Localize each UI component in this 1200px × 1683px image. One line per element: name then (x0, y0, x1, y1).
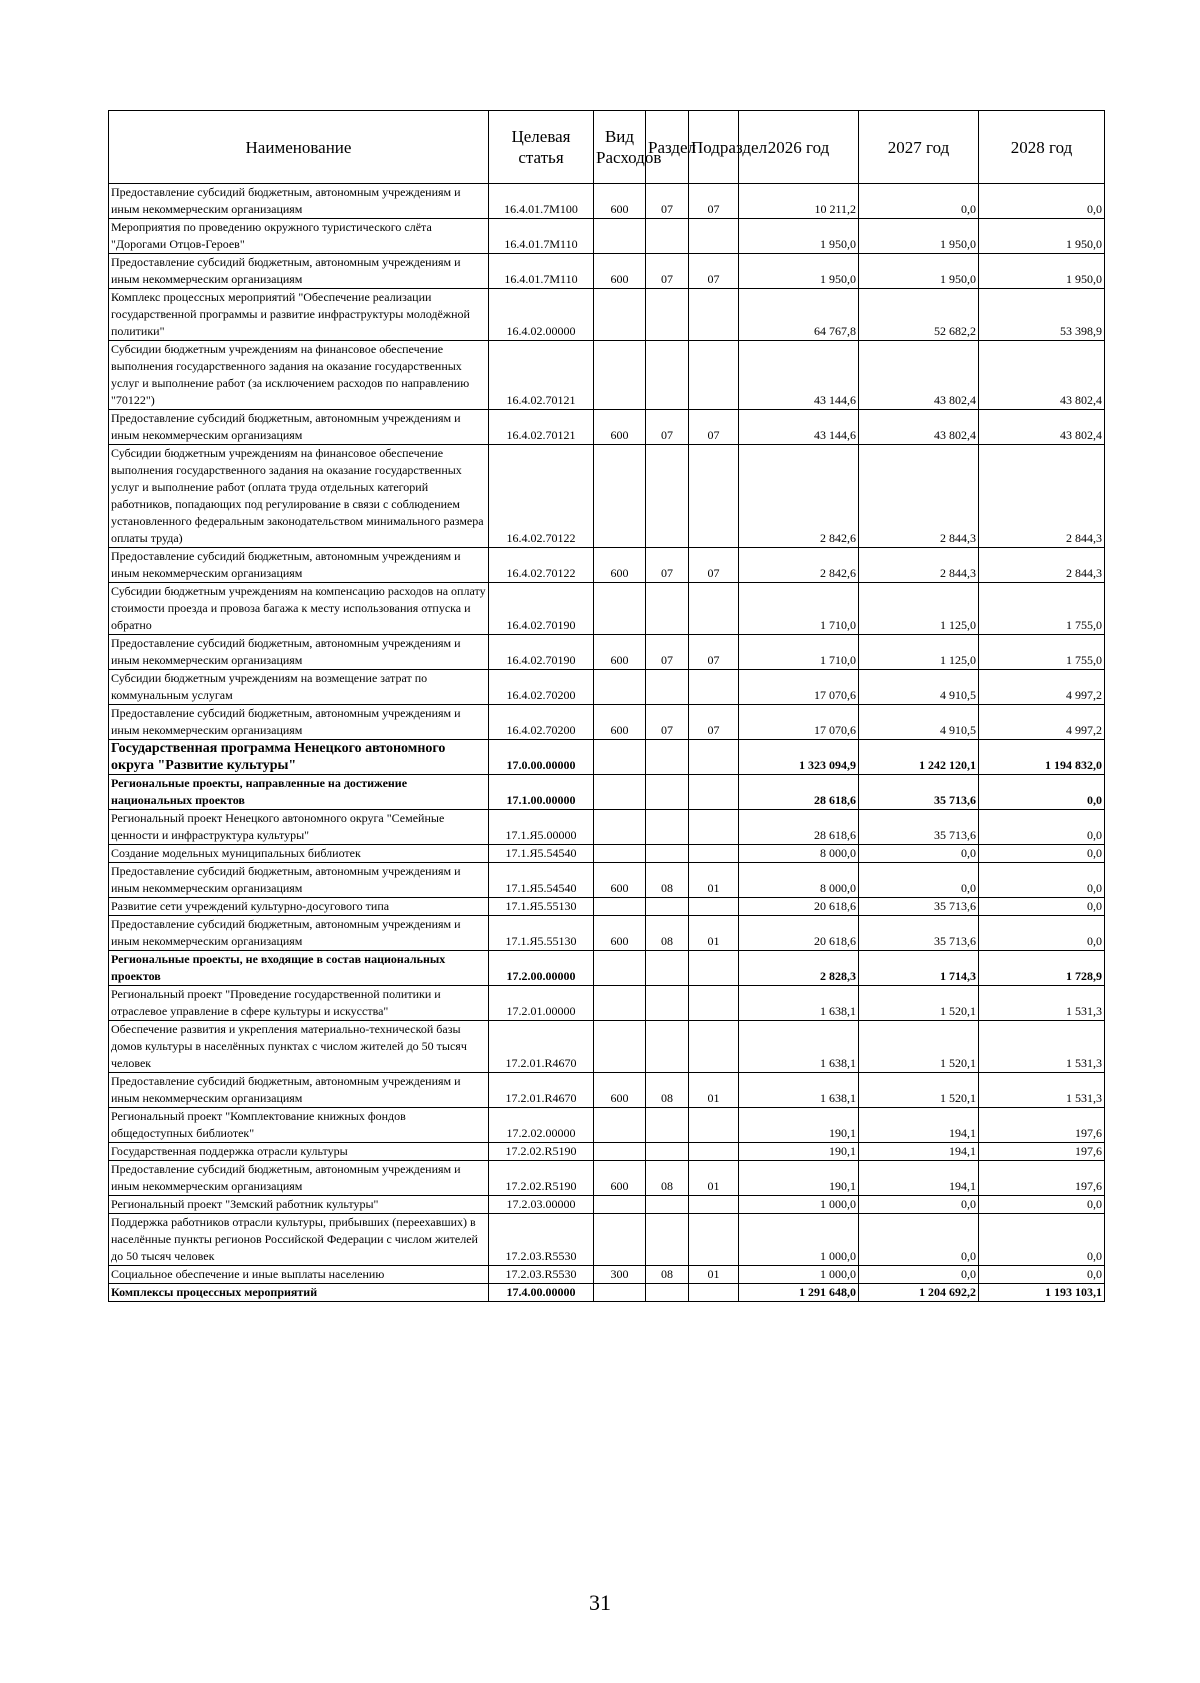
row-subsection-cell: 07 (689, 705, 739, 740)
table-row (109, 1266, 1105, 1284)
row-expense-type-cell (594, 845, 646, 863)
row-expense-type-cell (594, 1021, 646, 1073)
row-expense-type-cell (594, 219, 646, 254)
row-expense-type-cell: 600 (594, 1073, 646, 1108)
header-subsection: Подраздел (689, 111, 739, 184)
header-2026: 2026 год (739, 111, 859, 184)
row-2028-cell: 2 844,3 (979, 548, 1105, 583)
row-section-cell (646, 670, 689, 705)
header-section: Раздел (646, 111, 689, 184)
table-row (109, 1143, 1105, 1161)
row-name-cell: Предоставление субсидий бюджетным, автономным учреждениям и иным некоммерческим организациям (109, 635, 489, 670)
row-code-cell: 17.2.00.00000 (489, 951, 594, 986)
row-section-cell (646, 1021, 689, 1073)
row-expense-type-cell: 600 (594, 254, 646, 289)
row-subsection-cell (689, 986, 739, 1021)
row-code-cell: 17.2.03.R5530 (489, 1266, 594, 1284)
row-subsection-cell: 07 (689, 548, 739, 583)
row-name-cell: Поддержка работников отрасли культуры, прибывших (переехавших) в населённые пункты регионов Российской Федерации с числом жителей до 50 тысяч человек (109, 1214, 489, 1266)
row-2026-cell: 1 638,1 (739, 1073, 859, 1108)
row-name-cell: Комплексы процессных мероприятий (109, 1284, 489, 1302)
row-code-cell: 16.4.02.70190 (489, 635, 594, 670)
row-section-cell: 08 (646, 1161, 689, 1196)
row-name-cell: Региональный проект "Проведение государственной политики и отраслевое управление в сфере культуры и искусства" (109, 986, 489, 1021)
row-section-cell (646, 1214, 689, 1266)
row-code-cell: 17.2.02.00000 (489, 1108, 594, 1143)
row-expense-type-cell (594, 740, 646, 775)
row-name-cell: Предоставление субсидий бюджетным, автономным учреждениям и иным некоммерческим организациям (109, 184, 489, 219)
row-expense-type-cell (594, 1143, 646, 1161)
table-row (109, 1214, 1105, 1266)
row-2027-cell: 1 125,0 (859, 583, 979, 635)
row-2028-cell: 1 950,0 (979, 254, 1105, 289)
row-2026-cell: 1 000,0 (739, 1266, 859, 1284)
row-code-cell: 17.1.Я5.55130 (489, 916, 594, 951)
row-2026-cell: 20 618,6 (739, 898, 859, 916)
row-expense-type-cell: 600 (594, 635, 646, 670)
row-subsection-cell: 07 (689, 184, 739, 219)
row-code-cell: 16.4.02.70122 (489, 548, 594, 583)
row-2026-cell: 190,1 (739, 1143, 859, 1161)
row-subsection-cell (689, 898, 739, 916)
row-code-cell: 17.1.Я5.54540 (489, 863, 594, 898)
row-name-cell: Предоставление субсидий бюджетным, автономным учреждениям и иным некоммерческим организациям (109, 254, 489, 289)
row-section-cell (646, 1108, 689, 1143)
table-row (109, 341, 1105, 410)
row-subsection-cell (689, 951, 739, 986)
table-row (109, 1196, 1105, 1214)
row-name-cell: Мероприятия по проведению окружного туристического слёта "Дорогами Отцов-Героев" (109, 219, 489, 254)
row-code-cell: 16.4.01.7М110 (489, 254, 594, 289)
row-name-cell: Государственная поддержка отрасли культуры (109, 1143, 489, 1161)
row-section-cell (646, 740, 689, 775)
row-section-cell: 08 (646, 1073, 689, 1108)
row-expense-type-cell (594, 445, 646, 548)
header-target-article: Целевая статья (489, 111, 594, 184)
row-2028-cell: 1 728,9 (979, 951, 1105, 986)
row-section-cell: 08 (646, 916, 689, 951)
row-name-cell: Региональный проект Ненецкого автономного округа "Семейные ценности и инфраструктура культуры" (109, 810, 489, 845)
row-2028-cell: 1 755,0 (979, 583, 1105, 635)
table-row (109, 583, 1105, 635)
row-subsection-cell (689, 583, 739, 635)
row-section-cell (646, 445, 689, 548)
row-2028-cell: 1 950,0 (979, 219, 1105, 254)
row-2026-cell: 20 618,6 (739, 916, 859, 951)
row-2026-cell: 1 000,0 (739, 1214, 859, 1266)
row-2027-cell: 43 802,4 (859, 341, 979, 410)
row-2028-cell: 0,0 (979, 845, 1105, 863)
row-2027-cell: 0,0 (859, 1196, 979, 1214)
row-expense-type-cell: 600 (594, 863, 646, 898)
row-expense-type-cell (594, 986, 646, 1021)
row-section-cell: 08 (646, 1266, 689, 1284)
row-expense-type-cell: 600 (594, 916, 646, 951)
row-2027-cell: 4 910,5 (859, 670, 979, 705)
row-expense-type-cell: 600 (594, 705, 646, 740)
row-2026-cell: 64 767,8 (739, 289, 859, 341)
row-subsection-cell (689, 670, 739, 705)
row-2028-cell: 0,0 (979, 810, 1105, 845)
row-name-cell: Предоставление субсидий бюджетным, автономным учреждениям и иным некоммерческим организациям (109, 548, 489, 583)
row-2027-cell: 35 713,6 (859, 810, 979, 845)
row-subsection-cell: 01 (689, 1266, 739, 1284)
row-2027-cell: 0,0 (859, 845, 979, 863)
header-2028: 2028 год (979, 111, 1105, 184)
row-subsection-cell (689, 1214, 739, 1266)
row-2026-cell: 1 950,0 (739, 254, 859, 289)
row-2027-cell: 0,0 (859, 1266, 979, 1284)
table-row (109, 635, 1105, 670)
row-expense-type-cell (594, 341, 646, 410)
table-row (109, 951, 1105, 986)
row-name-cell: Субсидии бюджетным учреждениям на финансовое обеспечение выполнения государственного задания на оказание государственных услуг и выполнение работ (за исключением расходов по направлению "70122") (109, 341, 489, 410)
row-2026-cell: 43 144,6 (739, 341, 859, 410)
row-2027-cell: 35 713,6 (859, 775, 979, 810)
row-2028-cell: 0,0 (979, 898, 1105, 916)
row-subsection-cell (689, 775, 739, 810)
table-row (109, 254, 1105, 289)
table-row (109, 1073, 1105, 1108)
table-row (109, 289, 1105, 341)
row-subsection-cell (689, 445, 739, 548)
row-2026-cell: 190,1 (739, 1108, 859, 1143)
table-row (109, 1284, 1105, 1302)
row-code-cell: 16.4.01.7М100 (489, 184, 594, 219)
table-row (109, 705, 1105, 740)
row-expense-type-cell (594, 1108, 646, 1143)
row-2026-cell: 8 000,0 (739, 845, 859, 863)
table-row (109, 1021, 1105, 1073)
table-row (109, 548, 1105, 583)
row-section-cell (646, 341, 689, 410)
row-code-cell: 17.1.00.00000 (489, 775, 594, 810)
row-section-cell (646, 1143, 689, 1161)
table-row (109, 898, 1105, 916)
row-expense-type-cell (594, 951, 646, 986)
row-section-cell (646, 775, 689, 810)
row-name-cell: Развитие сети учреждений культурно-досугового типа (109, 898, 489, 916)
row-subsection-cell: 07 (689, 410, 739, 445)
row-subsection-cell (689, 845, 739, 863)
row-name-cell: Субсидии бюджетным учреждениям на возмещение затрат по коммунальным услугам (109, 670, 489, 705)
row-subsection-cell: 01 (689, 1073, 739, 1108)
table-row (109, 775, 1105, 810)
row-2028-cell: 4 997,2 (979, 670, 1105, 705)
row-name-cell: Предоставление субсидий бюджетным, автономным учреждениям и иным некоммерческим организациям (109, 705, 489, 740)
row-2026-cell: 1 950,0 (739, 219, 859, 254)
table-row (109, 986, 1105, 1021)
row-2028-cell: 0,0 (979, 863, 1105, 898)
row-2028-cell: 1 531,3 (979, 986, 1105, 1021)
row-name-cell: Создание модельных муниципальных библиотек (109, 845, 489, 863)
row-expense-type-cell: 300 (594, 1266, 646, 1284)
row-2027-cell: 0,0 (859, 1214, 979, 1266)
row-code-cell: 17.4.00.00000 (489, 1284, 594, 1302)
row-subsection-cell (689, 1021, 739, 1073)
row-subsection-cell: 01 (689, 916, 739, 951)
row-2028-cell: 2 844,3 (979, 445, 1105, 548)
row-code-cell: 17.1.Я5.55130 (489, 898, 594, 916)
row-expense-type-cell (594, 670, 646, 705)
row-2026-cell: 1 000,0 (739, 1196, 859, 1214)
table-row (109, 845, 1105, 863)
row-expense-type-cell: 600 (594, 410, 646, 445)
row-name-cell: Предоставление субсидий бюджетным, автономным учреждениям и иным некоммерческим организациям (109, 1161, 489, 1196)
row-2027-cell: 1 242 120,1 (859, 740, 979, 775)
row-2026-cell: 2 842,6 (739, 548, 859, 583)
row-name-cell: Субсидии бюджетным учреждениям на компенсацию расходов на оплату стоимости проезда и провоза багажа к месту использования отпуска и обратно (109, 583, 489, 635)
header-row (109, 111, 1105, 184)
row-2026-cell: 28 618,6 (739, 775, 859, 810)
row-name-cell: Государственная программа Ненецкого автономного округа "Развитие культуры" (109, 740, 489, 775)
row-name-cell: Региональный проект "Комплектование книжных фондов общедоступных библиотек" (109, 1108, 489, 1143)
row-2028-cell: 1 531,3 (979, 1021, 1105, 1073)
row-2026-cell: 28 618,6 (739, 810, 859, 845)
row-expense-type-cell (594, 1284, 646, 1302)
row-2027-cell: 1 204 692,2 (859, 1284, 979, 1302)
row-2027-cell: 1 520,1 (859, 986, 979, 1021)
row-subsection-cell (689, 219, 739, 254)
row-2028-cell: 0,0 (979, 1196, 1105, 1214)
row-section-cell (646, 219, 689, 254)
row-subsection-cell (689, 1284, 739, 1302)
page-number: 31 (589, 1590, 611, 1615)
row-2026-cell: 190,1 (739, 1161, 859, 1196)
row-expense-type-cell (594, 810, 646, 845)
budget-sheet (108, 110, 1104, 1302)
row-name-cell: Социальное обеспечение и иные выплаты населению (109, 1266, 489, 1284)
row-name-cell: Региональный проект "Земский работник культуры" (109, 1196, 489, 1214)
row-section-cell (646, 986, 689, 1021)
row-subsection-cell (689, 1196, 739, 1214)
row-code-cell: 16.4.02.70200 (489, 705, 594, 740)
row-2026-cell: 1 710,0 (739, 583, 859, 635)
row-expense-type-cell: 600 (594, 548, 646, 583)
row-2028-cell: 0,0 (979, 916, 1105, 951)
row-2027-cell: 1 714,3 (859, 951, 979, 986)
row-name-cell: Предоставление субсидий бюджетным, автономным учреждениям и иным некоммерческим организациям (109, 1073, 489, 1108)
row-2026-cell: 1 638,1 (739, 1021, 859, 1073)
row-code-cell: 17.0.00.00000 (489, 740, 594, 775)
header-name: Наименование (109, 111, 489, 184)
row-expense-type-cell: 600 (594, 184, 646, 219)
row-2028-cell: 1 193 103,1 (979, 1284, 1105, 1302)
row-code-cell: 17.2.01.R4670 (489, 1073, 594, 1108)
row-name-cell: Региональные проекты, направленные на достижение национальных проектов (109, 775, 489, 810)
row-subsection-cell (689, 341, 739, 410)
budget-table (108, 110, 1105, 1302)
row-2028-cell: 1 194 832,0 (979, 740, 1105, 775)
row-2027-cell: 194,1 (859, 1143, 979, 1161)
row-2027-cell: 1 520,1 (859, 1021, 979, 1073)
row-2027-cell: 0,0 (859, 184, 979, 219)
row-expense-type-cell (594, 898, 646, 916)
row-expense-type-cell: 600 (594, 1161, 646, 1196)
row-2028-cell: 0,0 (979, 184, 1105, 219)
row-subsection-cell (689, 740, 739, 775)
row-2027-cell: 194,1 (859, 1161, 979, 1196)
row-section-cell: 07 (646, 410, 689, 445)
table-row (109, 184, 1105, 219)
row-code-cell: 16.4.02.70121 (489, 341, 594, 410)
row-code-cell: 17.2.03.00000 (489, 1196, 594, 1214)
row-2026-cell: 43 144,6 (739, 410, 859, 445)
row-subsection-cell: 01 (689, 1161, 739, 1196)
header-2027: 2027 год (859, 111, 979, 184)
row-2026-cell: 2 842,6 (739, 445, 859, 548)
table-row (109, 219, 1105, 254)
row-2026-cell: 17 070,6 (739, 670, 859, 705)
row-section-cell: 07 (646, 635, 689, 670)
table-body (109, 184, 1105, 1302)
table-row (109, 670, 1105, 705)
row-code-cell: 17.1.Я5.54540 (489, 845, 594, 863)
row-2028-cell: 0,0 (979, 775, 1105, 810)
row-code-cell: 17.2.01.00000 (489, 986, 594, 1021)
table-row (109, 916, 1105, 951)
row-2026-cell: 1 638,1 (739, 986, 859, 1021)
row-2026-cell: 1 323 094,9 (739, 740, 859, 775)
row-subsection-cell (689, 289, 739, 341)
row-subsection-cell (689, 1143, 739, 1161)
table-row (109, 445, 1105, 548)
row-section-cell: 07 (646, 184, 689, 219)
row-2027-cell: 35 713,6 (859, 898, 979, 916)
row-2027-cell: 52 682,2 (859, 289, 979, 341)
row-name-cell: Региональные проекты, не входящие в состав национальных проектов (109, 951, 489, 986)
row-section-cell (646, 898, 689, 916)
row-2028-cell: 0,0 (979, 1266, 1105, 1284)
row-name-cell: Предоставление субсидий бюджетным, автономным учреждениям и иным некоммерческим организациям (109, 916, 489, 951)
row-section-cell: 07 (646, 548, 689, 583)
row-2028-cell: 197,6 (979, 1108, 1105, 1143)
row-code-cell: 17.2.02.R5190 (489, 1161, 594, 1196)
row-expense-type-cell (594, 583, 646, 635)
row-name-cell: Обеспечение развития и укрепления материально-технической базы домов культуры в населённых пунктах с числом жителей до 50 тысяч человек (109, 1021, 489, 1073)
row-section-cell (646, 289, 689, 341)
row-2028-cell: 43 802,4 (979, 341, 1105, 410)
row-2028-cell: 197,6 (979, 1143, 1105, 1161)
header-expense-type: Вид Расходов (594, 111, 646, 184)
row-section-cell (646, 1196, 689, 1214)
row-2027-cell: 1 950,0 (859, 219, 979, 254)
row-2026-cell: 2 828,3 (739, 951, 859, 986)
row-2028-cell: 1 755,0 (979, 635, 1105, 670)
row-2026-cell: 10 211,2 (739, 184, 859, 219)
row-section-cell (646, 583, 689, 635)
row-code-cell: 16.4.02.00000 (489, 289, 594, 341)
row-2027-cell: 194,1 (859, 1108, 979, 1143)
row-code-cell: 16.4.02.70200 (489, 670, 594, 705)
row-code-cell: 16.4.01.7М110 (489, 219, 594, 254)
row-section-cell: 07 (646, 254, 689, 289)
row-2028-cell: 197,6 (979, 1161, 1105, 1196)
row-2027-cell: 1 125,0 (859, 635, 979, 670)
row-2027-cell: 2 844,3 (859, 548, 979, 583)
row-section-cell (646, 810, 689, 845)
table-row (109, 1161, 1105, 1196)
row-2026-cell: 1 710,0 (739, 635, 859, 670)
row-expense-type-cell (594, 1196, 646, 1214)
row-2027-cell: 43 802,4 (859, 410, 979, 445)
row-2028-cell: 43 802,4 (979, 410, 1105, 445)
table-row (109, 740, 1105, 775)
row-code-cell: 16.4.02.70190 (489, 583, 594, 635)
row-section-cell (646, 845, 689, 863)
row-2028-cell: 4 997,2 (979, 705, 1105, 740)
row-subsection-cell: 07 (689, 254, 739, 289)
table-row (109, 410, 1105, 445)
table-row (109, 863, 1105, 898)
row-2027-cell: 1 520,1 (859, 1073, 979, 1108)
row-2028-cell: 0,0 (979, 1214, 1105, 1266)
row-subsection-cell: 01 (689, 863, 739, 898)
table-row (109, 810, 1105, 845)
row-subsection-cell (689, 810, 739, 845)
row-expense-type-cell (594, 289, 646, 341)
row-2027-cell: 1 950,0 (859, 254, 979, 289)
row-expense-type-cell (594, 775, 646, 810)
row-subsection-cell (689, 1108, 739, 1143)
row-2026-cell: 8 000,0 (739, 863, 859, 898)
row-2027-cell: 35 713,6 (859, 916, 979, 951)
row-expense-type-cell (594, 1214, 646, 1266)
table-row (109, 1108, 1105, 1143)
row-code-cell: 17.2.02.R5190 (489, 1143, 594, 1161)
row-code-cell: 17.2.01.R4670 (489, 1021, 594, 1073)
row-name-cell: Комплекс процессных мероприятий "Обеспечение реализации государственной программы и развитие инфраструктуры молодёжной политики" (109, 289, 489, 341)
row-name-cell: Предоставление субсидий бюджетным, автономным учреждениям и иным некоммерческим организациям (109, 863, 489, 898)
row-section-cell: 08 (646, 863, 689, 898)
row-2026-cell: 17 070,6 (739, 705, 859, 740)
row-2026-cell: 1 291 648,0 (739, 1284, 859, 1302)
row-subsection-cell: 07 (689, 635, 739, 670)
row-code-cell: 16.4.02.70122 (489, 445, 594, 548)
row-2027-cell: 4 910,5 (859, 705, 979, 740)
row-section-cell: 07 (646, 705, 689, 740)
row-section-cell (646, 1284, 689, 1302)
row-name-cell: Предоставление субсидий бюджетным, автономным учреждениям и иным некоммерческим организациям (109, 410, 489, 445)
row-2027-cell: 0,0 (859, 863, 979, 898)
row-section-cell (646, 951, 689, 986)
row-2027-cell: 2 844,3 (859, 445, 979, 548)
row-name-cell: Субсидии бюджетным учреждениям на финансовое обеспечение выполнения государственного задания на оказание государственных услуг и выполнение работ (оплата труда отдельных категорий работников, попадающих под регулирование в связи с соблюдением установленного федеральным законодательством минимального размера оплаты труда) (109, 445, 489, 548)
row-code-cell: 17.1.Я5.00000 (489, 810, 594, 845)
row-code-cell: 16.4.02.70121 (489, 410, 594, 445)
row-code-cell: 17.2.03.R5530 (489, 1214, 594, 1266)
row-2028-cell: 53 398,9 (979, 289, 1105, 341)
row-2028-cell: 1 531,3 (979, 1073, 1105, 1108)
